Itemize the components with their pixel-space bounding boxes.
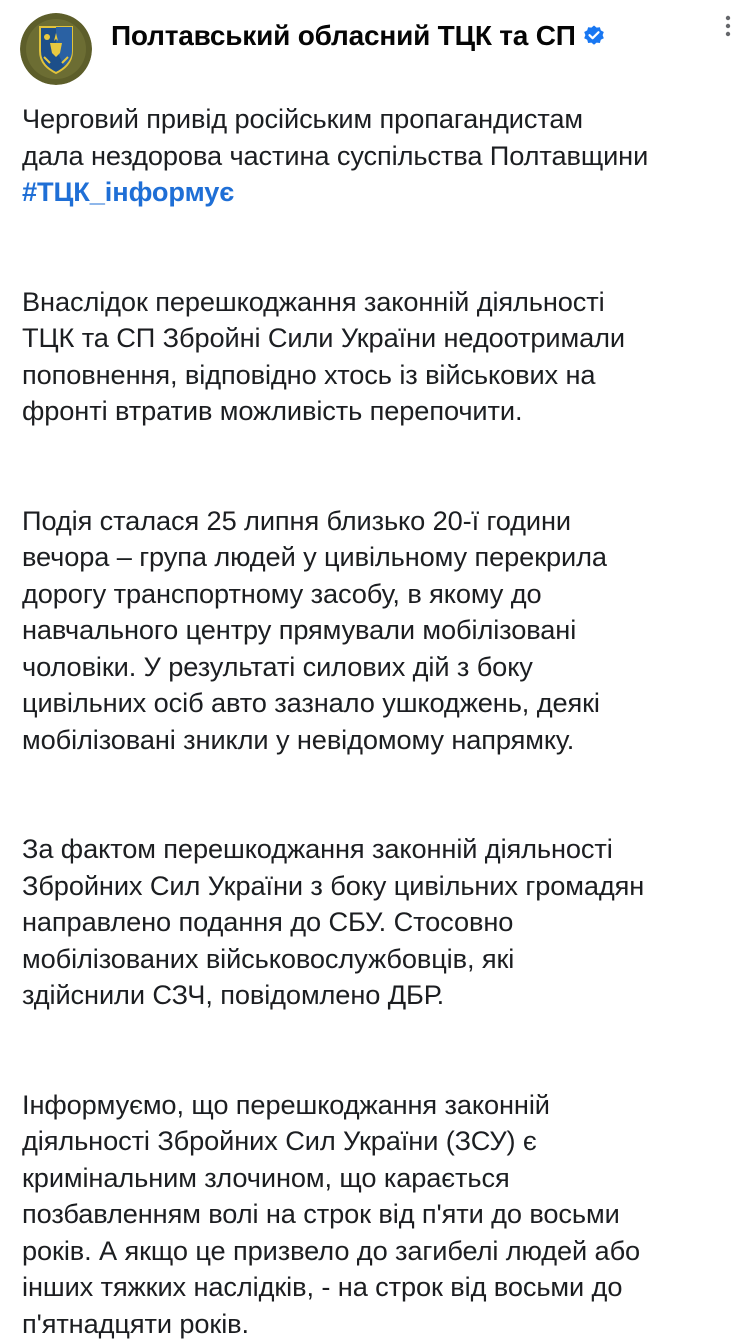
text-line: п'ятнадцяти років. [22, 1306, 732, 1342]
post-header [0, 0, 756, 84]
text-line: інших тяжких наслідків, - на строк від восьми до [22, 1269, 732, 1306]
text-line: ТЦК та СП Збройні Сили України недоотримали [22, 320, 732, 357]
text-line: Інформуємо, що перешкоджання законній [22, 1087, 732, 1124]
paragraph-5 [22, 1087, 732, 1342]
text-line: чоловіки. У результаті силових дій з боку [22, 649, 732, 686]
paragraph-2 [22, 284, 732, 430]
text-line: кримінальним злочином, що карається [22, 1160, 732, 1197]
coat-of-arms-logo [20, 13, 92, 85]
text-line: За фактом перешкоджання законній діяльності [22, 831, 732, 868]
text-line: Подія сталася 25 липня близько 20-ї години [22, 503, 732, 540]
text-line: Внаслідок перешкоджання законній діяльності [22, 284, 732, 321]
text-line: років. А якщо це призвело до загибелі людей або [22, 1233, 732, 1270]
more-options-icon[interactable] [716, 14, 740, 38]
text-line: навчального центру прямували мобілізовані [22, 612, 732, 649]
text-line: мобілізовані зникли у невідомому напрямку. [22, 722, 732, 759]
text-line: вечора – група людей у цивільному перекрила [22, 539, 732, 576]
text-line: дала нездорова частина суспільства Полтавщини [22, 138, 732, 175]
page-title[interactable] [111, 20, 606, 52]
verified-badge-icon [582, 23, 606, 47]
text-line: діяльності Збройних Сил України (ЗСУ) є [22, 1123, 732, 1160]
text-line: цивільних осіб авто зазнало ушкоджень, деякі [22, 685, 732, 722]
page-avatar[interactable] [20, 13, 92, 85]
page-name-text: Полтавський обласний ТЦК та СП [111, 20, 576, 51]
text-line: здійснили СЗЧ, повідомлено ДБР. [22, 977, 732, 1014]
paragraph-3 [22, 503, 732, 759]
text-line: мобілізованих військовослужбовців, які [22, 941, 732, 978]
text-line: поповнення, відповідно хтось із військових на [22, 357, 732, 394]
paragraph-1 [22, 101, 732, 211]
text-line: позбавленням волі на строк від п'яти до восьми [22, 1196, 732, 1233]
post-body [22, 101, 732, 1342]
text-line: фронті втратив можливість перепочити. [22, 393, 732, 430]
text-line: дорогу транспортному засобу, в якому до [22, 576, 732, 613]
text-line: Черговий привід російським пропагандистам [22, 101, 732, 138]
paragraph-4 [22, 831, 732, 1014]
hashtag-link[interactable]: #ТЦК_інформує [22, 174, 732, 211]
text-line: Збройних Сил України з боку цивільних громадян [22, 868, 732, 905]
text-line: направлено подання до СБУ. Стосовно [22, 904, 732, 941]
